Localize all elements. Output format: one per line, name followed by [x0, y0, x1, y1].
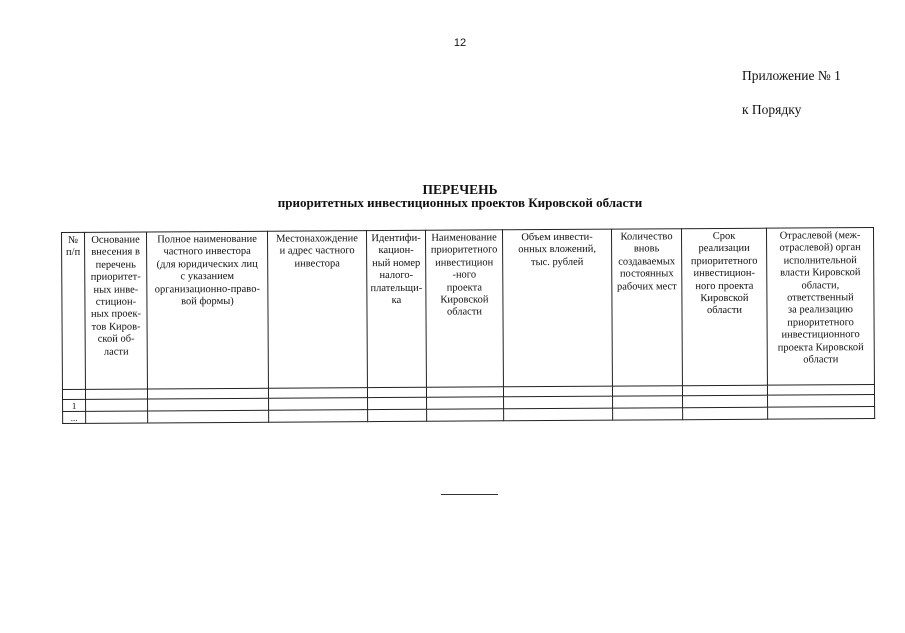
table-cell [148, 398, 269, 411]
table-cell [613, 396, 683, 408]
table-cell [86, 399, 148, 411]
table-cell [768, 407, 875, 420]
document-title: ПЕРЕЧЕНЬ [422, 182, 498, 197]
column-header-inn: Идентифи- кацион- ный номер налого- плательщи- ка [366, 230, 426, 387]
table-cell [269, 410, 368, 423]
table-cell [86, 411, 148, 423]
table-cell [427, 409, 504, 421]
table-cell: 1 [63, 399, 86, 411]
table-cell [768, 395, 875, 408]
column-header-investor-address: Местонахождение и адрес частного инвестора [267, 231, 367, 389]
document-subtitle: приоритетных инвестиционных проектов Кировской области [277, 195, 643, 210]
projects-table-wrapper [61, 227, 878, 436]
column-header-implementation-period: Срок реализации приоритетного инвестицион- ного проекта Кировской области [681, 228, 767, 386]
table-cell [683, 407, 768, 420]
column-header-number: № п/п [62, 232, 86, 389]
column-header-basis: Основание внесения в перечень приоритет- ных инве- стицион- ных проек- тов Киров- ской об- ласти [85, 232, 148, 389]
column-header-jobs-count: Количество вновь создаваемых постоянных рабочих мест [611, 229, 682, 386]
table-cell [148, 410, 269, 423]
appendix-label: Приложение № 1 [742, 68, 841, 83]
page-number: 12 [453, 37, 467, 49]
table-cell [683, 395, 768, 408]
table-cell [613, 408, 683, 420]
table-header-row [62, 228, 875, 390]
appendix-reference: к Порядку [742, 102, 802, 117]
table-cell: ... [63, 411, 86, 423]
column-header-responsible-body: Отраслевой (меж- отраслевой) орган исполнительной власти Кировской области, ответственный за реализацию приоритетного инвестиционного проекта Кировской области [766, 228, 874, 386]
closing-rule [441, 494, 498, 495]
table-cell [504, 396, 613, 409]
table-cell [427, 397, 504, 409]
column-header-project-name: Наименование приоритетного инвестицион -ного проекта Кировской области [425, 230, 503, 387]
column-header-investor-name: Полное наименование частного инвестора (для юридических лиц с указанием организационно-право- вой формы) [147, 231, 269, 389]
projects-table [61, 227, 875, 424]
table-cell [368, 397, 427, 409]
table-cell [368, 409, 427, 421]
table-cell [504, 408, 613, 421]
column-header-investment-volume: Объем инвести- онных вложений, тыс. рублей [502, 229, 612, 387]
table-cell [269, 398, 368, 411]
